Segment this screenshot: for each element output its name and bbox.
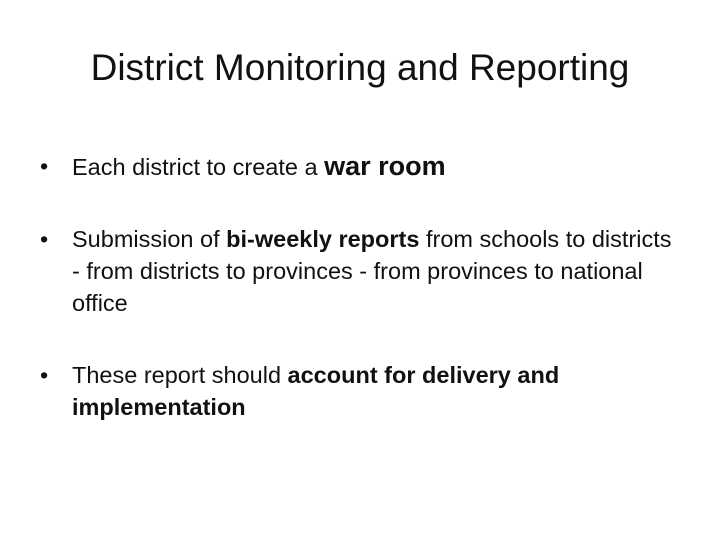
- bullet-text: Each district to create a: [72, 154, 325, 180]
- bullet-text-continued: from schools to districts - from districts to provinces - from provinces to national office: [72, 226, 672, 316]
- bullet-list: [40, 150, 680, 423]
- bullet-icon: •: [40, 226, 49, 252]
- bullet-item-bi-weekly-reports: [40, 223, 680, 319]
- bullet-emphasis: war room: [324, 151, 446, 181]
- slide-title: District Monitoring and Reporting: [90, 47, 630, 88]
- bullet-icon: •: [40, 362, 49, 388]
- bullet-emphasis: bi-weekly reports: [226, 226, 420, 252]
- bullet-emphasis: account for delivery and implementation: [72, 362, 560, 420]
- bullet-item-war-room: [40, 150, 680, 183]
- bullet-text: These report should: [72, 362, 288, 388]
- bullet-text: Submission of: [72, 226, 227, 252]
- bullet-icon: •: [40, 153, 49, 179]
- bullet-item-accountability: [40, 359, 680, 423]
